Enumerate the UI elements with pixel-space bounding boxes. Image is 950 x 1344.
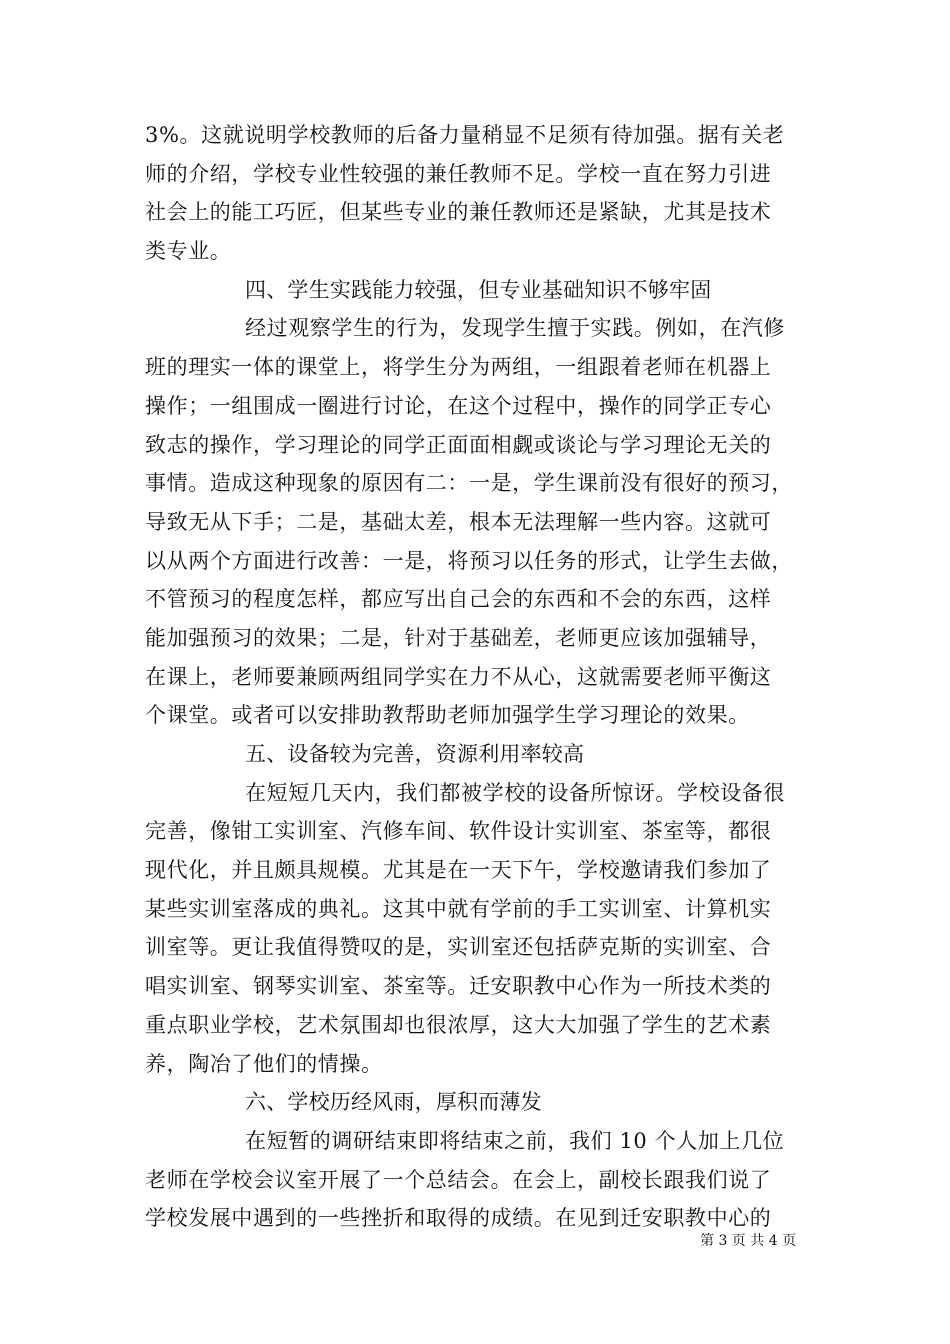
paragraph-line: 唱实训室、钢琴实训室、茶室等。迁安职教中心作为一所技术类的	[145, 974, 772, 999]
paragraph-line: 事情。造成这种现象的原因有二：一是，学生课前没有很好的预习，	[145, 471, 793, 496]
paragraph-line: 能加强预习的效果；二是，针对于基础差，老师更应该加强辅导，	[145, 625, 772, 650]
paragraph-line: 社会上的能工巧匠，但某些专业的兼任教师还是紧缺，尤其是技术	[145, 200, 772, 225]
document-body	[145, 116, 805, 1238]
paragraph-line: 老师在学校会议室开展了一个总结会。在会上，副校长跟我们说了	[145, 1167, 772, 1192]
paragraph-line: 导致无从下手；二是，基础太差，根本无法理解一些内容。这就可	[145, 509, 772, 534]
paragraph-line: 致志的操作，学习理论的同学正面面相觑或谈论与学习理论无关的	[145, 432, 772, 457]
paragraph-line: 操作；一组围成一圈进行讨论，在这个过程中，操作的同学正专心	[145, 393, 772, 418]
paragraph-line: 在短短几天内，我们都被学校的设备所惊讶。学校设备很	[245, 780, 785, 805]
paragraph-line: 班的理实一体的课堂上，将学生分为两组，一组跟着老师在机器上	[145, 355, 772, 380]
paragraph-line: 某些实训室落成的典礼。这其中就有学前的手工实训室、计算机实	[145, 896, 772, 921]
paragraph-line: 不管预习的程度怎样，都应写出自己会的东西和不会的东西，这样	[145, 587, 772, 612]
section-heading: 五、设备较为完善，资源利用率较高	[245, 742, 585, 766]
paragraph-line: 经过观察学生的行为，发现学生擅于实践。例如，在汽修	[245, 316, 785, 341]
paragraph-line: 个课堂。或者可以安排助教帮助老师加强学生学习理论的效果。	[145, 703, 750, 728]
paragraph-line: 师的介绍，学校专业性较强的兼任教师不足。学校一直在努力引进	[145, 161, 772, 186]
section-heading: 四、学生实践能力较强，但专业基础知识不够牢固	[245, 277, 712, 302]
page-number-footer: 第 3 页 共 4 页	[700, 1233, 797, 1249]
paragraph-line: 现代化，并且颇具规模。尤其是在一天下午，学校邀请我们参加了	[145, 858, 772, 883]
paragraph-line: 类专业。	[145, 239, 232, 264]
paragraph-line: 养，陶冶了他们的情操。	[145, 1051, 383, 1076]
paragraph-line: 完善，像钳工实训室、汽修车间、软件设计实训室、茶室等，都很	[145, 819, 772, 844]
section-heading: 六、学校历经风雨，厚积而薄发	[245, 1090, 542, 1115]
paragraph-line: 训室等。更让我值得赞叹的是，实训室还包括萨克斯的实训室、合	[145, 935, 772, 960]
paragraph-line: 重点职业学校，艺术氛围却也很浓厚，这大大加强了学生的艺术素	[145, 1012, 772, 1037]
paragraph-line: 学校发展中遇到的一些挫折和取得的成绩。在见到迁安职教中心的	[145, 1206, 772, 1231]
paragraph-line: 3%。这就说明学校教师的后备力量稍显不足须有待加强。据有关老	[145, 123, 785, 147]
paragraph-line: 在短暂的调研结束即将结束之前，我们 10 个人加上几位	[245, 1128, 785, 1153]
paragraph-line: 以从两个方面进行改善：一是，将预习以任务的形式，让学生去做，	[145, 548, 793, 573]
paragraph-line: 在课上，老师要兼顾两组同学实在力不从心，这就需要老师平衡这	[145, 664, 772, 689]
